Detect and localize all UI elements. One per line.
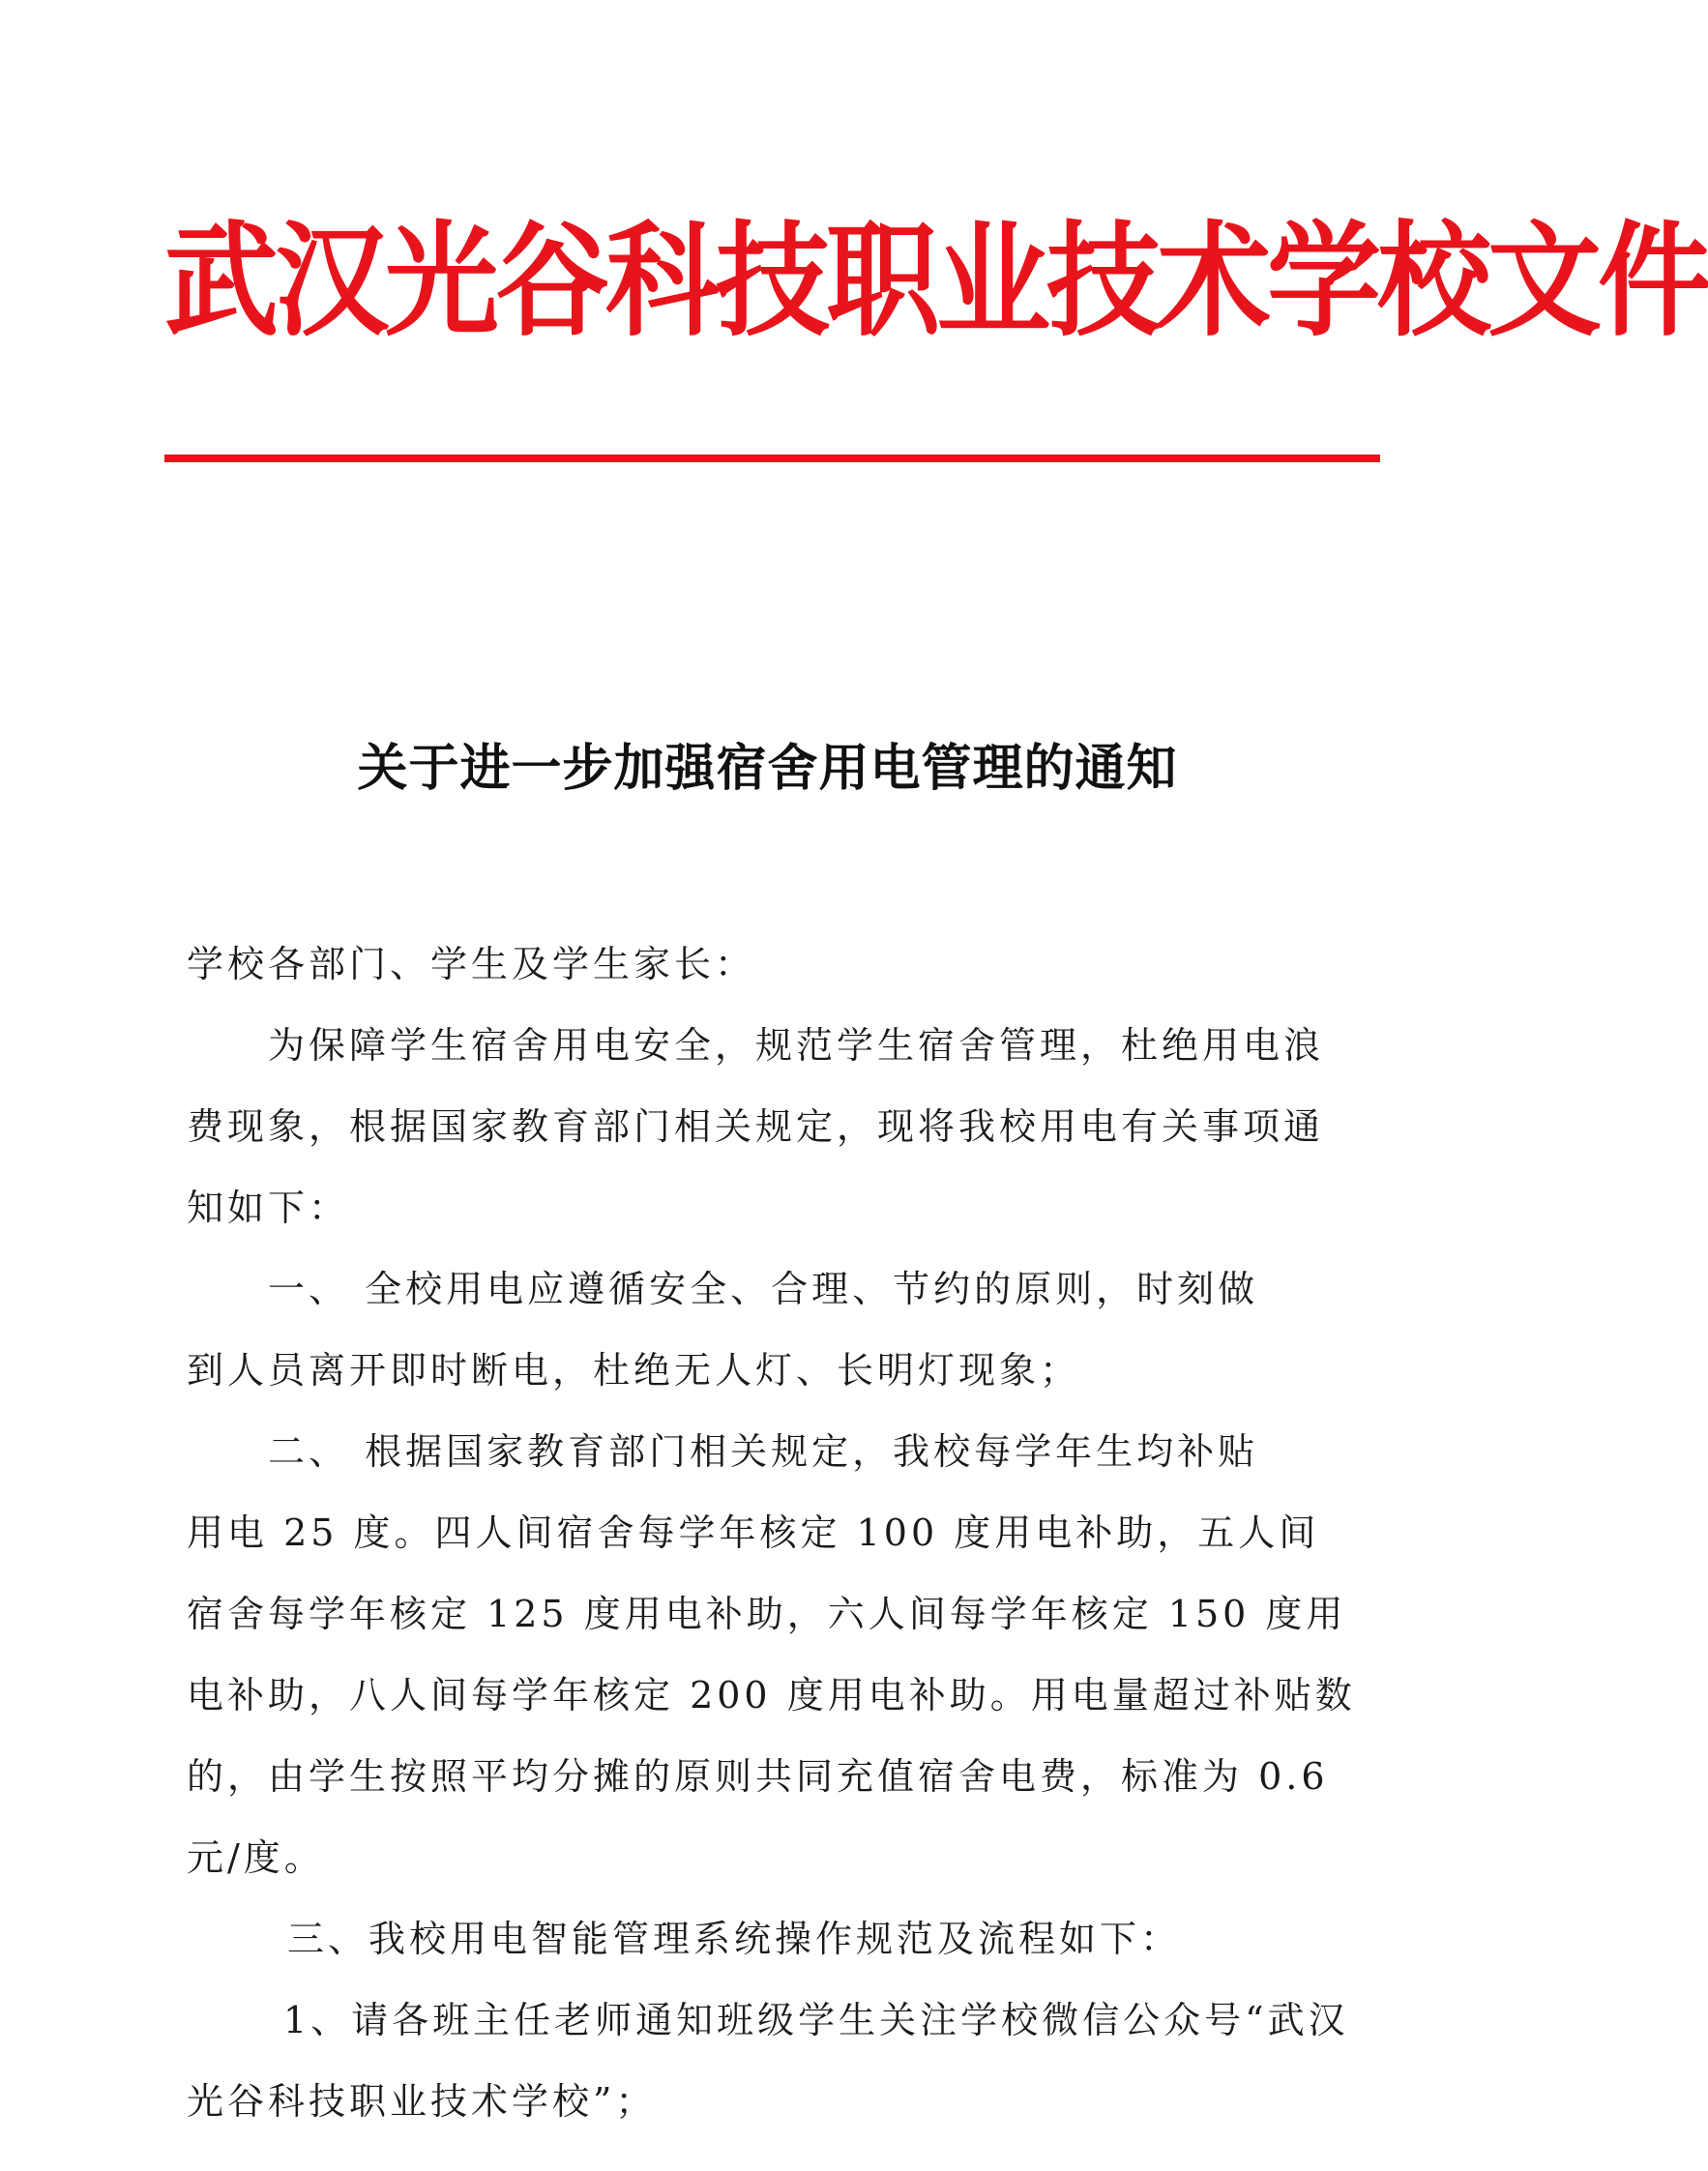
issuer-masthead: 武汉光谷科技职业技术学校文件 (164, 207, 1708, 353)
salutation: 学校各部门、学生及学生家长： (187, 943, 756, 985)
step-1: 1、请各班主任老师通知班级学生关注学校微信公众号“武汉光谷科技职业技术学校”； (187, 1999, 1349, 2123)
item-1-line-2: 到人员离开即时断电，杜绝无人灯、长明灯现象； (187, 1349, 1081, 1392)
item-2-body: 用电 25 度。四人间宿舍每学年核定 100 度用电补助，五人间宿舍每学年核定 125 度用电补助，六人间每学年核定 150 度用电补助，八人间每学年核定 200 度用电补助。用电量超过补贴数的，由学生按照平均分摊的原则共同充值宿舍电费，标准为 0.6 元/度。 (187, 1511, 1356, 1879)
document-title: 关于进一步加强宿舍用电管理的通知 (357, 739, 1178, 798)
item-3: 三、我校用电智能管理系统操作规范及流程如下： (287, 1918, 1182, 1960)
item-2-line-1: 二、 根据国家教育部门相关规定，我校每学年生均补贴 (268, 1430, 1259, 1473)
intro-paragraph: 为保障学生宿舍用电安全，规范学生宿舍管理，杜绝用电浪费现象，根据国家教育部门相关规定，现将我校用电有关事项通知如下： (187, 1024, 1325, 1229)
red-header-rule (164, 455, 1380, 462)
item-1-line-1: 一、 全校用电应遵循安全、合理、节约的原则，时刻做 (268, 1268, 1259, 1310)
document-body (187, 924, 1357, 2142)
